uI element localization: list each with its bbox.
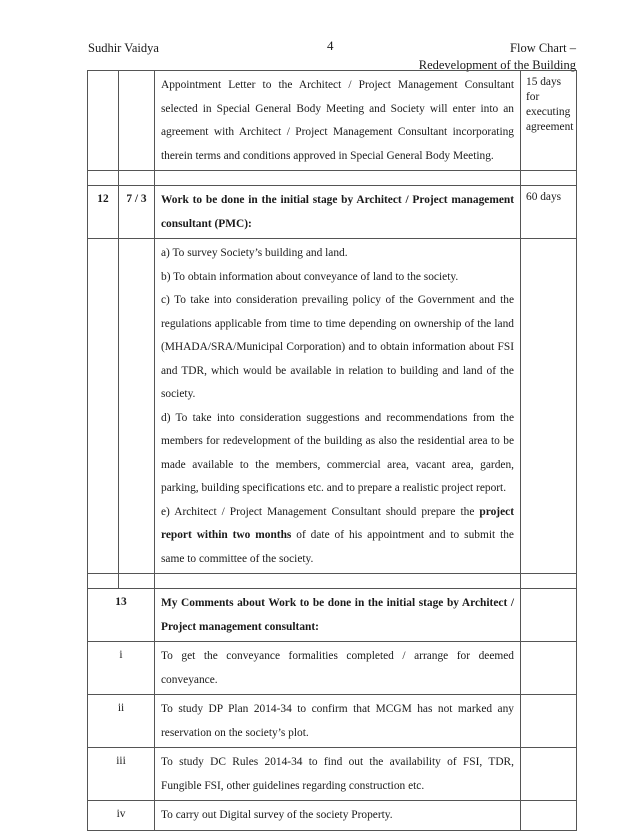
subitem-text: To study DC Rules 2014-34 to find out the availability of FSI, TDR, Fungible FSI, other guidelines regarding construction etc. — [161, 756, 514, 792]
subitem-text: To get the conveyance formalities completed / arrange for deemed conveyance. — [161, 650, 514, 686]
cell-description — [155, 186, 521, 239]
cell-no — [88, 186, 119, 239]
subitem-no: i — [119, 649, 123, 661]
table-row — [88, 695, 577, 748]
item12-details — [155, 239, 520, 573]
header-author: Sudhir Vaidya — [88, 41, 159, 55]
item12-ref: 7 / 3 — [126, 193, 147, 205]
item12-no: 12 — [97, 193, 109, 205]
header-title-line1: Flow Chart – — [510, 41, 576, 55]
cell-description — [155, 642, 521, 695]
cell-duration — [521, 748, 577, 801]
appointment-text: Appointment Letter to the Architect / Project Management Consultant selected in Special General Body Meeting and Society will enter into an agreement with Architect / Project Management Consultant incorporating therein terms and conditions approved in Special General Body Meeting. — [161, 79, 514, 162]
table-row — [88, 589, 577, 642]
cell-no — [88, 239, 119, 574]
cell-description — [155, 71, 521, 171]
table-row — [88, 642, 577, 695]
subitem-no: iv — [116, 808, 126, 820]
item12-point-d: d) To take into consideration suggestions and recommendations from the members for redevelopment of the building as also the residential area to be made available to the members, commercial area, vacant area, garden, parking, building specifications etc. and to prepare a realistic project report. — [161, 411, 514, 494]
cell-description — [155, 589, 521, 642]
table-row — [88, 71, 577, 171]
subitem-text: To study DP Plan 2014-34 to confirm that MCGM has not marked any reservation on the society’s plot. — [161, 703, 514, 739]
cell-no — [88, 642, 155, 695]
subitem-no: ii — [117, 702, 125, 714]
table-row — [88, 748, 577, 801]
table-row — [88, 239, 577, 574]
item12-point-e-start: e) Architect / Project Management Consultant should prepare the — [161, 505, 480, 518]
item12-point-c: c) To take into consideration prevailing policy of the Government and the regulations applicable from time to time depending on ownership of the land (MHADA/SRA/Municipal Corporation) and to obtain information about FSI and TDR, which would be available in relation to building and land of the society. — [161, 294, 514, 400]
flow-chart-table — [87, 70, 577, 831]
header-title — [376, 40, 576, 74]
spacer-row — [88, 574, 577, 589]
item12-heading: Work to be done in the initial stage by Architect / Project management consultant (PMC): — [161, 194, 514, 230]
item12-duration: 60 days — [526, 191, 562, 203]
cell-duration — [521, 239, 577, 574]
item13-heading: My Comments about Work to be done in the initial stage by Architect / Project management consultant: — [161, 597, 514, 633]
cell-no — [88, 695, 155, 748]
cell-no — [88, 71, 119, 171]
cell-ref — [119, 239, 155, 574]
cell-no — [88, 748, 155, 801]
item12-point-e-bold: project report within two months — [161, 505, 514, 541]
cell-description — [155, 239, 521, 574]
cell-duration — [521, 695, 577, 748]
item12-point-b: b) To obtain information about conveyance of land to the society. — [161, 270, 459, 283]
cell-ref — [119, 71, 155, 171]
cell-ref — [119, 186, 155, 239]
cell-duration — [521, 71, 577, 171]
cell-duration — [521, 642, 577, 695]
cell-no — [88, 589, 155, 642]
header-title-line2: Redevelopment of the Building — [418, 58, 576, 72]
spacer-row — [88, 171, 577, 186]
item12-point-a: a) To survey Society’s building and land. — [161, 247, 348, 259]
subitem-no: iii — [116, 755, 126, 767]
cell-duration — [521, 186, 577, 239]
item12-point-e-end: of date of his appointment and to submit the same to committee of the society. — [161, 529, 514, 565]
appointment-duration: 15 days for executing agreement — [526, 76, 574, 133]
header-page-number: 4 — [327, 38, 334, 53]
cell-description — [155, 695, 521, 748]
item12-point-e — [161, 501, 514, 572]
cell-description — [155, 748, 521, 801]
table-row — [88, 186, 577, 239]
item13-no: 13 — [115, 596, 127, 608]
subitem-text: To carry out Digital survey of the society Property. — [161, 809, 393, 821]
cell-duration — [521, 589, 577, 642]
